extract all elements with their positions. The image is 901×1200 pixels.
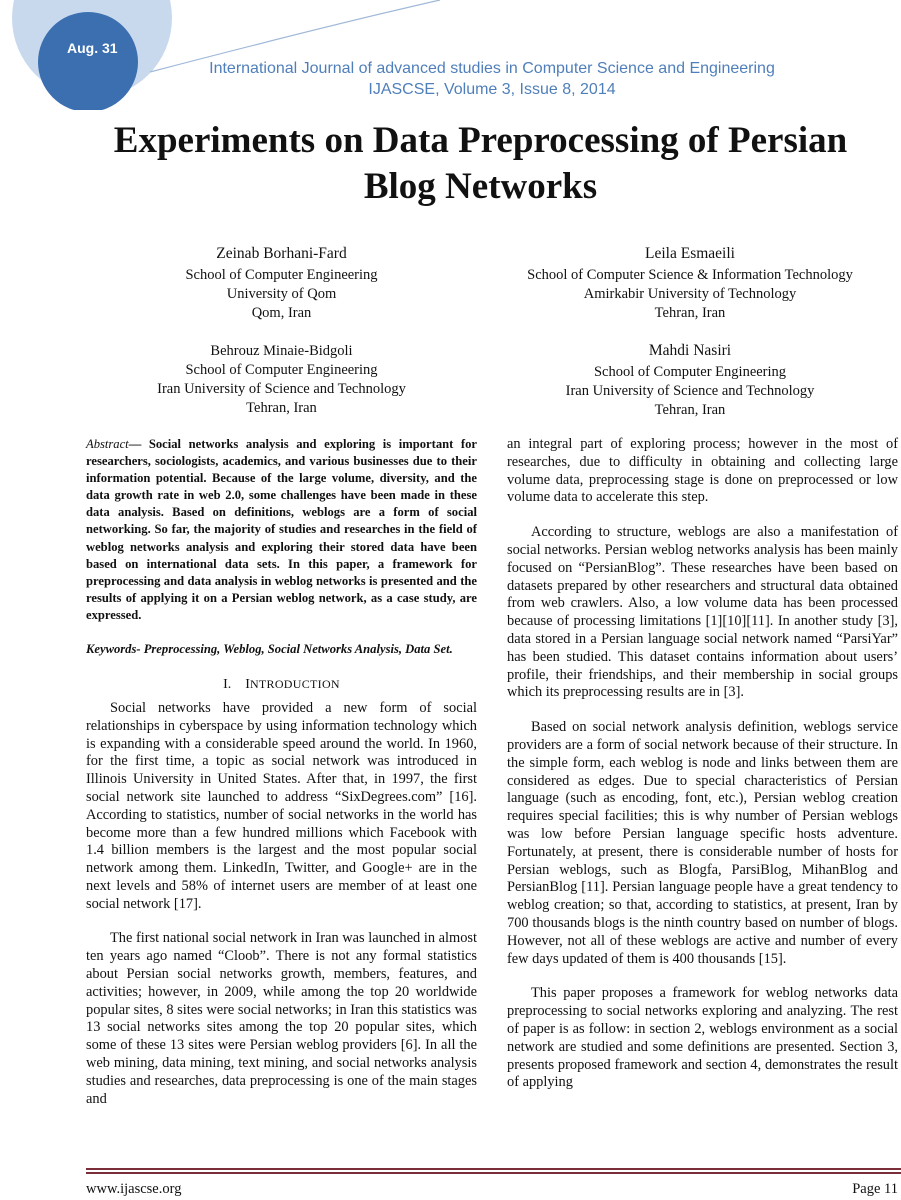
- section-heading: [86, 676, 477, 694]
- author-name: Behrouz Minaie-Bidgoli: [210, 343, 353, 359]
- keywords: Keywords- Preprocessing, Weblog, Social Networks Analysis, Data Set.: [86, 642, 453, 657]
- author-block: [490, 244, 890, 323]
- author-affiliation: Tehran, Iran: [654, 402, 726, 418]
- author-block: [86, 244, 477, 323]
- author-affiliation: School of Computer Engineering: [185, 362, 378, 378]
- paper-title-line2: Blog Networks: [363, 166, 598, 207]
- author-name: Mahdi Nasiri: [648, 342, 732, 359]
- author-name: Zeinab Borhani-Fard: [216, 245, 347, 262]
- author-block: [86, 342, 477, 418]
- body-paragraph: According to structure, weblogs are also a manifestation of social networks. Persian weblog networks analysis has been mainly focused on “PersianBlog”. These researches have been based on datasets prepared by other researchers and structural data obtained from web crawlers. Also, a low volume data has been processed because of processing limitations [1][10][11]. In another study [3], data stored in a Persian language social network named “ParsiYar” has been studied. This dataset contains information about users’ profile, their friendships, and their membership in social groups which its preprocessing results are in [3].: [507, 524, 898, 701]
- author-block: [490, 341, 890, 420]
- abstract-label: Abstract: [86, 437, 129, 451]
- body-paragraph: Social networks have provided a new form of social relationships in cyberspace by using information technology which is expanding with a considerable speed around the world. In 1960, for the first time, a topic as social network was introduced in Illinois University in United States. After that, in 1997, the first social network site launched to address “SixDegrees.com” [16]. According to statistics, number of social networks in the world has become more than a few hundred millions which Facebook with 1.4 billion members is the largest and the most popular social network among them. LinkedIn, Twitter, and Google+ are in the next levels and 58% of internet users are member of at least one social network [17].: [86, 699, 477, 912]
- author-affiliation: Tehran, Iran: [246, 400, 317, 416]
- paper-title: [60, 118, 901, 210]
- author-name: Leila Esmaeili: [645, 245, 735, 262]
- journal-name: International Journal of advanced studies in Computer Science and Engineering: [209, 60, 775, 77]
- author-affiliation: Iran University of Science and Technology: [565, 383, 815, 399]
- author-affiliation: Qom, Iran: [251, 305, 312, 321]
- footer-rule: [86, 1172, 901, 1174]
- journal-header: [150, 58, 834, 100]
- section-first-letter: I: [245, 677, 250, 693]
- author-affiliation: School of Computer Science & Information Technology: [527, 267, 853, 283]
- section-title-rest: NTRODUCTION: [249, 677, 340, 692]
- author-affiliation: School of Computer Engineering: [593, 364, 787, 380]
- right-column: [507, 436, 898, 1092]
- issue-date-badge: Aug. 31: [67, 40, 118, 56]
- body-paragraph: an integral part of exploring process; however in the most of researches, due to difficulty in obtaining and collecting large volume data, preprocessing stage is done on preprocessed or low volume data to accelerate this step.: [507, 436, 898, 506]
- abstract: [86, 436, 477, 624]
- footer-rule: [86, 1168, 901, 1170]
- author-affiliation: Tehran, Iran: [654, 305, 726, 321]
- footer-website[interactable]: www.ijascse.org: [86, 1181, 182, 1197]
- author-affiliation: University of Qom: [226, 286, 337, 302]
- abstract-text: — Social networks analysis and exploring is important for researchers, sociologists, academics, and various businesses due to their information potential. Because of the large volume, diversity, and the data growth rate in web 2.0, some challenges have been made in these data analysis. Based on definitions, weblogs are a form of social networking. So far, the majority of studies and researches in the field of weblog networks analysis and exploring their stored data have been based on international data sets. In this paper, a framework for preprocessing and data analysis in weblog networks is presented and the results of applying it on a Persian weblog network, as a case study, are expressed.: [86, 437, 477, 622]
- footer-page-number: Page 11: [852, 1181, 898, 1197]
- body-paragraph: The first national social network in Iran was launched in almost ten years ago named “Cloob”. There is not any formal statistics about Persian social networks growth, members, features, and activities; however, in 2009, while among the top 20 worldwide popular sites, 8 sites were social networks; in Iran this statistics was 13 social networks sites among the top 20 popular sites, which some of these 13 sites were Persian weblog providers [6]. In all the web mining, data mining, text mining, and social networks analysis studies and researches, data preprocessing is one of the main stages and: [86, 930, 477, 1107]
- author-affiliation: Iran University of Science and Technology: [157, 381, 406, 397]
- author-affiliation: Amirkabir University of Technology: [583, 286, 797, 302]
- author-affiliation: School of Computer Engineering: [185, 267, 378, 283]
- left-column: [86, 436, 477, 1108]
- journal-volume: IJASCSE, Volume 3, Issue 8, 2014: [368, 81, 616, 98]
- body-paragraph: Based on social network analysis definition, weblogs service providers are a form of social network because of their structure. In the simple form, each weblog is node and links between them are considered as edges. Due to special characteristics of Persian language (such as encoding, font, etc.), Persian weblog creation requires special facilities; this is why number of Persian weblogs was low before Persian language specific hosts adventure. Fortunately, at present, there is considerable number of hosts for Persian weblogs, such as Blogfa, ParsiBlog, MihanBlog and PersianBlog [11]. Persian language people have a great tendency to weblog creation; so that, according to statistics, at present, Iran by 700 thousands blogs is the ninth country based on number of blogs. However, not all of these weblogs are active and number of every few days updated of them is 400 thousands [15].: [507, 719, 898, 967]
- body-paragraph: This paper proposes a framework for weblog networks data preprocessing to social networks exploring and analyzing. The rest of paper is as follow: in section 2, weblogs environment as a social network are studied and some definitions are presented. Section 3, presents proposed framework and section 4, demonstrates the result of applying: [507, 985, 898, 1091]
- paper-title-line1: Experiments on Data Preprocessing of Persian: [113, 120, 848, 161]
- section-number: I.: [223, 677, 232, 693]
